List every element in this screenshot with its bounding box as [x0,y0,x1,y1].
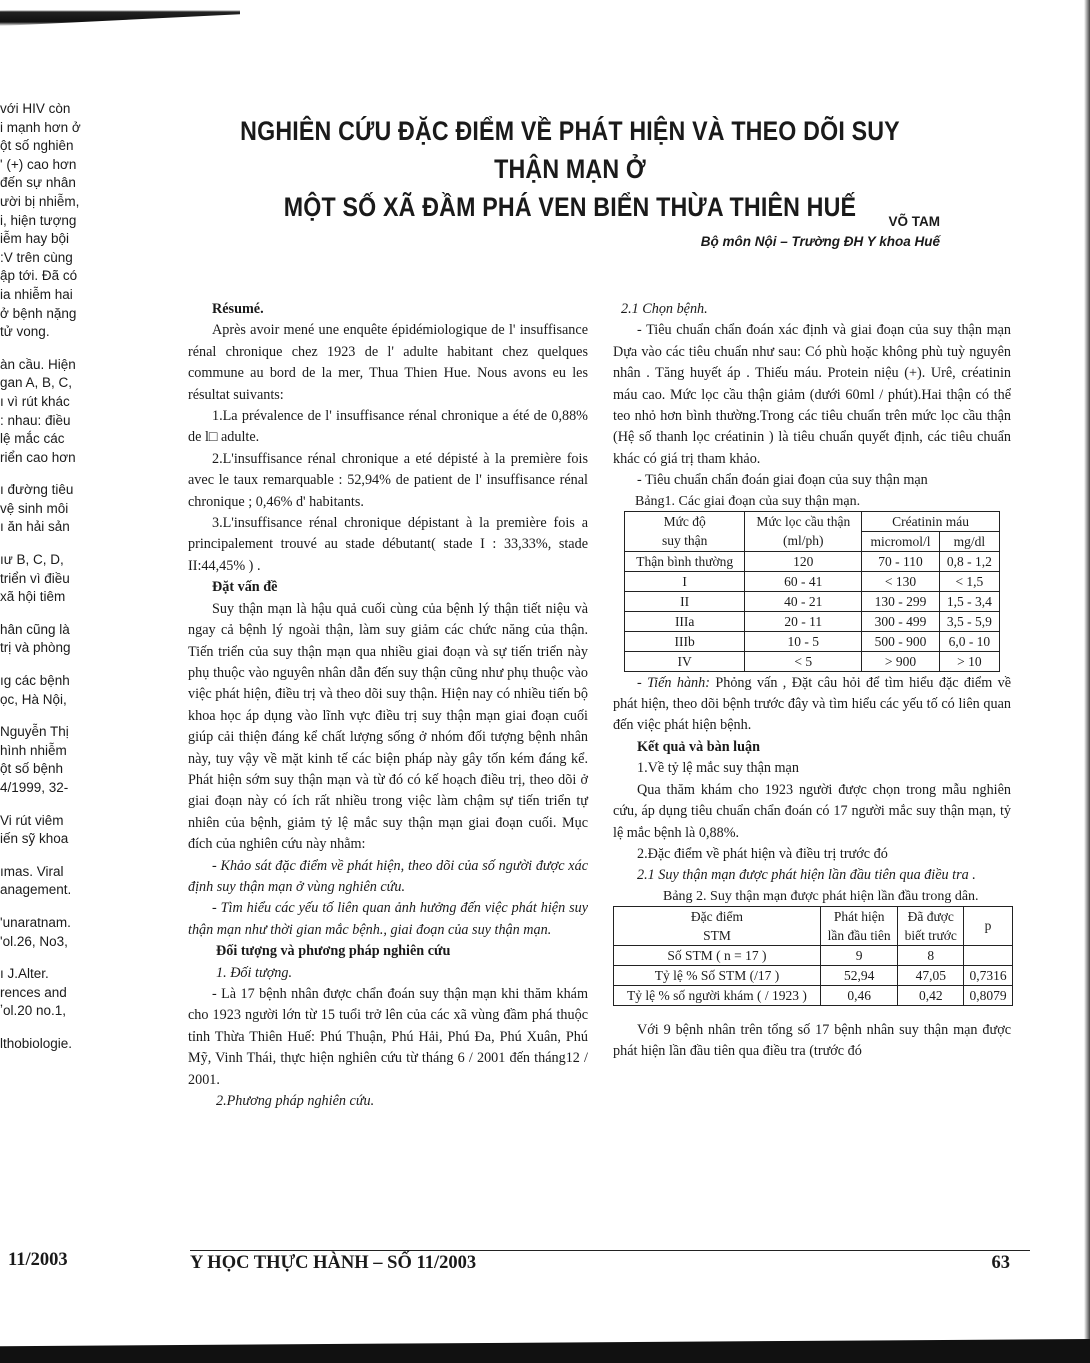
left-text-line: ' (+) cao hơn [0,156,77,172]
table-cell: 3,5 - 5,9 [939,611,999,631]
table-cell: 300 - 499 [862,611,940,631]
left-text-line: lệ mắc các [0,431,65,447]
table-header-cell: Créatinin máu [862,511,1000,531]
table-cell: 120 [745,551,862,571]
table-row [625,551,1000,571]
table-cell: 500 - 900 [862,631,940,651]
table-cell: Thận bình thường [625,551,745,571]
table-header-cell: micromol/l [862,531,940,551]
footer-issue: 11/2003 [8,1250,68,1270]
scan-edge-top [0,0,240,26]
table-cell: 9 [820,945,898,965]
left-text-line: triển vì điều [0,570,70,586]
table-cell: 0,46 [820,985,898,1005]
table-cell: IIIb [625,631,745,651]
subsection-heading: 1. Đối tượng. [216,964,293,981]
article-column-1 [188,299,588,1112]
table-cell: 8 [898,945,964,965]
table-cell: 0,8079 [964,985,1013,1005]
article-column-2 [613,299,1011,1063]
left-text-line: xã hội tiêm [0,589,66,605]
table-cell: IIIa [625,611,745,631]
table-cell: II [625,591,745,611]
left-text-line: trị và phòng [0,640,71,656]
table-cell: > 10 [939,651,999,671]
left-text-line: đến sự nhân [0,175,76,191]
table-cell: > 900 [862,651,940,671]
left-text-line: vệ sinh môi [0,500,69,516]
table-cell: I [625,571,745,591]
table-header-cell: Đặc điểm STM [614,906,821,945]
body-paragraph: Suy thận mạn là hậu quả cuối cùng của bệnh lý thận tiết niệu và ngay cả bệnh lý ngoài thận, làm suy giảm các chức năng của thận. Tiến triển của suy thận mạn qua nhiều giai đoạn và sự tiến triển này phụ thuộc vào nguyên nhân dẫn đến suy thận cũng như phụ thuộc vào việc phát hiện, điều trị và theo dõi suy thận. Hiện nay có nhiều tiến bộ khoa học áp dụng vào lĩnh vực điều trị suy thận mạn giai đoạn cuối giúp cải thiện đáng kể chất lượng sống ở nhóm đối tượng bệnh nhân này, tuy vậy về mặt kinh tế các biện pháp này gây tốn kém đáng kể. Phát hiện sớm suy thận mạn và từ đó có kế hoạch điều trị, theo dõi ở giai đoạn này có ích rất nhiều trong việc làm chậm sự tiến triển tự nhiên của bệnh, giảm tỷ lệ mắc suy thận mạn giai đoạn cuối. Mục đích của nghiên cứu này nhằm: [188,600,588,853]
left-text-line: hân cũng là [0,621,70,637]
scan-edge-right [1084,0,1090,1363]
table-cell: 0,8 - 1,2 [939,551,999,571]
left-text-group [0,914,100,951]
left-text-line: anagement. [0,882,72,898]
left-text-group [0,672,100,709]
body-paragraph: - Là 17 bệnh nhân được chẩn đoán suy thận mạn khi thăm khám cho 1923 người lớn từ 15 tuổi trở lên của các xã vùng đầm phá thuộc tỉnh Thừa Thiên Huế: Phú Thuận, Phú Hải, Phú Đa, Phú Xuân, Phú Mỹ, Vinh Thái, thực hiện nghiên cứu từ tháng 6 / 2001 đến tháng12 / 2001. [188,986,588,1088]
section-heading: Đặt vấn đề [212,579,278,596]
aim-item: - Khảo sát đặc điểm về phát hiện, theo dõi của số người được xác định suy thận mạn ở vùng nghiên cứu. [188,857,588,895]
left-text-line: ột số nghiên [0,138,74,154]
left-text-line: ʼol.20 no.1, [0,1003,67,1019]
left-text-line: Nguyễn Thị [0,724,69,740]
left-text-line: ıg các bệnh [0,673,70,689]
table-cell: < 5 [745,651,862,671]
left-text-line: i, hiện tượng [0,212,77,228]
table-1 [624,511,1000,672]
table-cell: 0,42 [898,985,964,1005]
table-cell: Tỷ lệ % số người khám ( / 1923 ) [614,985,821,1005]
left-text-group [0,621,100,658]
table-cell: 10 - 5 [745,631,862,651]
table-cell: 20 - 11 [745,611,862,631]
left-text-group [0,812,100,849]
table-row [614,985,1013,1005]
table-header-cell: Mức lọc cầu thận (ml/ph) [745,511,862,551]
table-row [625,611,1000,631]
table-cell: 40 - 21 [745,591,862,611]
title-line-1: NGHIÊN CỨU ĐẶC ĐIỂM VỀ PHÁT HIỆN VÀ THEO DÕI SUY THẬN MẠN Ở [240,116,900,184]
table-cell: 6,0 - 10 [939,631,999,651]
author-block [701,212,940,252]
left-text-line: với HIV còn [0,101,71,116]
left-text-group [0,551,100,607]
left-text-line: 'ol.26, No3, [0,933,68,949]
left-text-line: :V trên cùng [0,249,73,265]
table-cell: Số STM ( n = 17 ) [614,945,821,965]
left-text-line: ười bị nhiễm, [0,193,80,209]
table-header-cell: Mức độ suy thận [625,511,745,551]
table-row [625,571,1000,591]
left-text-line: ở bệnh nặng [0,305,77,321]
subsection-heading: 2.Đặc điểm về phát hiện và điều trị trước đó [637,845,888,862]
footer-journal: Y HỌC THỰC HÀNH – SỐ 11/2003 [190,1253,477,1273]
section-heading: Đối tượng và phương pháp nghiên cứu [216,943,451,960]
table-cell: 0,7316 [964,965,1013,985]
left-text-group [0,356,100,468]
left-text-line: 'unaratnam. [0,914,71,930]
table-header-cell: Phát hiện lần đầu tiên [820,906,898,945]
left-text-line: ı ăn hải sản [0,519,70,535]
left-text-group [0,863,100,900]
previous-article-column [0,100,100,1068]
left-text-line: ọc, Hà Nội, [0,691,67,707]
table-cell: < 130 [862,571,940,591]
author-name: VÕ TAM [888,214,940,229]
left-text-line: iễm hay bội [0,231,70,247]
left-text-line: àn cầu. Hiện [0,356,76,372]
left-text-line: ı J.Alter. [0,966,49,982]
left-text-line: hình nhiễm [0,742,67,758]
left-text-line: tử vong. [0,324,50,340]
left-text-group [0,1035,100,1054]
table-1-caption: Bảng1. Các giai đoạn của suy thận mạn. [635,493,861,509]
left-text-line: ımas. Viral [0,863,64,879]
left-text-line: iến sỹ khoa [0,831,69,847]
table-cell: 47,05 [898,965,964,985]
left-text-line: rences and [0,984,67,1000]
resume-heading: Résumé. [212,301,264,317]
table-cell: 70 - 110 [862,551,940,571]
scan-edge-bottom [0,1339,1090,1363]
left-text-line: ı đường tiêu [0,482,74,498]
left-text-group [0,965,100,1021]
table-header-cell: mg/dl [939,531,999,551]
body-paragraph: - Tiêu chuẩn chẩn đoán xác định và giai đoạn của suy thận mạn Dựa vào các tiêu chuẩn như sau: Có phù hoặc không phù tuỳ nguyên nhân . Tăng huyết áp . Thiếu máu. Protein niệu (+). Urê, créatinin máu cao. Mức lọc cầu thận giảm (dưới 60ml / phút).Hai thận có thể teo nhỏ hơn bình thường.Trong các tiêu chuẩn trên mức lọc cầu thận (Hệ số thanh lọc créatinin ) là tiêu chuẩn quyết định, các tiêu chuẩn khác có giá trị tham khảo. [613,322,1011,467]
left-text-group [0,723,100,797]
page-number: 63 [991,1253,1010,1273]
section-heading: Kết quả và bàn luận [637,738,760,755]
left-text-line: ıư B, C, D, [0,552,64,568]
resume-paragraph: 2.L'insuffisance rénal chronique a eté dépisté à la première fois avec le taux remarquable : 52,94% de patient de l' insuffisance rénal chronique ; 0,46% d' habitants. [188,450,588,510]
table-header-cell: Đã được biết trước [898,906,964,945]
table-header-cell: p [964,906,1013,945]
author-affiliation: Bộ môn Nội – Trường ĐH Y khoa Huế [700,234,940,249]
table-cell: 60 - 41 [745,571,862,591]
resume-paragraph: 1.La prévalence de l' insuffisance rénal chronique a été de 0,88% de l□ adulte. [188,408,588,446]
table-cell: < 1,5 [939,571,999,591]
left-text-line: gan A, B, C, [0,375,73,391]
resume-paragraph: Après avoir mené une enquête épidémiologique de l' insuffisance rénal chronique chez 1923 de l' adulte habitant chez quelques commune au bord de la mer, Thua Thien Hue. Nous avons eu les résultat suivants: [188,322,588,403]
left-text-line: riển cao hơn [0,449,76,465]
table-cell [964,945,1013,965]
table-2 [613,906,1013,1006]
table-row [614,945,1013,965]
left-text-line: ột số bệnh [0,761,64,777]
resume-paragraph: 3.L'insuffisance rénal chronique dépistant à la première fois a principalement trouvé au stade débutant( stade I : 33,33%, stade II:44,45% ) . [188,515,588,574]
table-2-caption: Bảng 2. Suy thận mạn được phát hiện lần đầu trong dân. [663,888,979,904]
table-cell: IV [625,651,745,671]
body-paragraph: - Tiêu chuẩn chẩn đoán giai đoạn của suy thận mạn [637,472,928,489]
page-footer [0,1250,1090,1290]
left-text-line: ập tới. Đã có [0,268,78,284]
left-text-line: : nhau: điều [0,412,71,428]
body-paragraph: - Tiến hành: Phỏng vấn , Đặt câu hỏi để tìm hiểu đặc điểm về phát hiện, theo dõi bệnh trước đây và tìm hiểu các yếu tố có liên quan đến việc phát hiện bệnh. [613,674,1011,734]
left-text-line: Vi rút viêm [0,812,64,828]
left-text-line: i mạnh hơn ở [0,119,81,135]
title-line-2: MỘT SỐ XÃ ĐẦM PHÁ VEN BIỂN THỪA THIÊN HUẾ [283,192,857,222]
table-cell: 1,5 - 3,4 [939,591,999,611]
subsection-heading: 2.1 Chọn bệnh. [621,301,708,317]
left-text-group [0,100,100,342]
article-title [209,112,931,226]
left-text-group [0,481,100,537]
table-row [625,651,1000,671]
left-text-line: ı vì rút khác [0,393,70,409]
table-cell: 130 - 299 [862,591,940,611]
table-cell: Tỷ lệ % Số STM (/17 ) [614,965,821,985]
subsection-heading: 2.Phương pháp nghiên cứu. [216,1093,375,1110]
left-text-line: lthobiologie. [0,1035,73,1051]
footer-rule [190,1250,1030,1273]
aim-item: - Tìm hiểu các yếu tố liên quan ảnh hưởng đến việc phát hiện suy thận mạn như thời gian mắc bệnh., giai đoạn của suy thận mạn. [188,900,588,938]
left-text-line: ia nhiễm hai [0,286,73,302]
body-paragraph: Với 9 bệnh nhân trên tổng số 17 bệnh nhân suy thận mạn được phát hiện lần đầu tiên qua điều tra (trước đó [613,1021,1011,1060]
table-row [625,591,1000,611]
subsection-heading: 1.Về tỷ lệ mắc suy thận mạn [637,760,799,777]
table-cell: 52,94 [820,965,898,985]
table-row [614,965,1013,985]
table-row [625,631,1000,651]
subsection-heading: 2.1 Suy thận mạn được phát hiện lần đầu tiên qua điều tra . [637,867,976,884]
body-paragraph: Qua thăm khám cho 1923 người được chọn trong mẫu nghiên cứu, áp dụng tiêu chuẩn chẩn đoán có 17 người mắc suy thận mạn, tỷ lệ mắc bệnh là 0,88%. [613,781,1011,841]
left-text-line: 4/1999, 32- [0,780,69,795]
